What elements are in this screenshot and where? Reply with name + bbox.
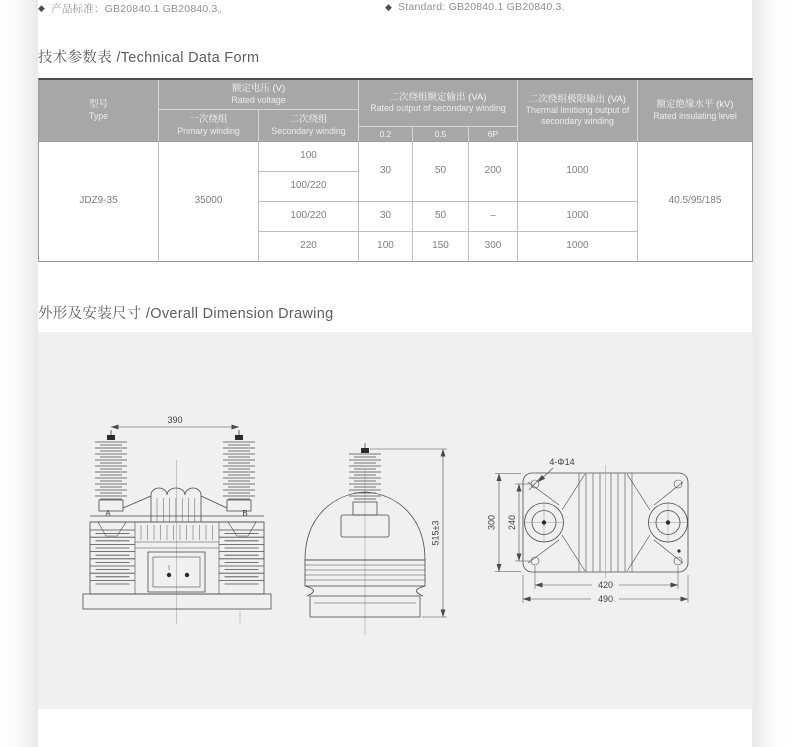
cell-model: JDZ9-35 <box>39 142 159 261</box>
header-type-zh: 型号 <box>88 99 108 111</box>
header-primary-winding <box>159 110 259 142</box>
cell-thermal-row3: 1000 <box>518 202 638 232</box>
cell-output02-row12: 30 <box>359 142 413 202</box>
diamond-bullet-icon: ◆ <box>385 1 393 12</box>
header-primary-zh: 一次绕组 <box>189 114 228 126</box>
front-width-dimension: 390 <box>167 415 183 425</box>
cell-output6p-row3: – <box>469 202 518 232</box>
header-insulation-level <box>638 80 752 142</box>
top-view-drawing <box>486 457 688 604</box>
dimension-drawing-svg <box>38 332 753 709</box>
cell-output05-row4: 150 <box>413 232 469 261</box>
cell-thermal-row12: 1000 <box>518 142 638 202</box>
top-hole-callout: 4-Φ14 <box>549 457 575 467</box>
header-rated-voltage-zh: 额定电压 (V) <box>231 83 286 95</box>
standard-bullet <box>385 1 565 13</box>
product-standard-text: 产品标准：GB20840.1 GB20840.3。 <box>51 3 229 15</box>
cell-output05-row3: 50 <box>413 202 469 232</box>
header-insulation-zh: 额定绝缘水平 (kV) <box>656 99 734 111</box>
cell-thermal-row4: 1000 <box>518 232 638 261</box>
top-height-inner-dimension: 240 <box>506 514 517 531</box>
cell-secondary-row2: 100/220 <box>259 172 359 202</box>
cell-secondary-row1: 100 <box>259 142 359 172</box>
header-secondary-en: Secondary winding <box>271 125 346 136</box>
cell-insulation-level: 40.5/95/185 <box>638 142 752 261</box>
technical-data-form-title: 技术参数表 /Technical Data Form <box>38 50 260 66</box>
page-edge-shade-left <box>0 0 38 747</box>
top-width-outer-dimension: 490 <box>597 594 614 604</box>
side-height-dimension: 515±3 <box>430 520 441 546</box>
top-width-inner-dimension: 420 <box>597 580 614 590</box>
side-view-drawing <box>305 443 447 635</box>
front-terminal-b-label: B <box>242 509 248 518</box>
header-thermal-limit <box>518 80 638 142</box>
header-thermal-en: Thermal limitiong output of secondary winding <box>525 105 630 127</box>
header-type <box>39 80 159 142</box>
header-thermal-zh: 二次绕组极限输出 (VA) <box>529 93 626 105</box>
header-type-en: Type <box>88 110 109 121</box>
technical-data-table <box>38 78 753 262</box>
standard-text: Standard: GB20840.1 GB20840.3. <box>398 1 565 13</box>
cell-output05-row12: 50 <box>413 142 469 202</box>
cell-secondary-row4: 220 <box>259 232 359 261</box>
page-edge-shade-right <box>752 0 790 747</box>
header-secondary-winding <box>259 110 359 142</box>
cell-output6p-row12: 200 <box>469 142 518 202</box>
header-class-6p: 6P <box>469 127 518 142</box>
header-rated-output-en: Rated output of secondary winding <box>370 103 506 114</box>
dimension-drawing-panel <box>38 332 753 709</box>
header-rated-output-group <box>359 80 518 127</box>
header-rated-voltage-en: Rated voltage <box>231 94 286 105</box>
cell-output02-row4: 100 <box>359 232 413 261</box>
cell-secondary-row3: 100/220 <box>259 202 359 232</box>
header-class-05: 0.5 <box>413 127 469 142</box>
cell-primary-voltage: 35000 <box>159 142 259 261</box>
header-secondary-zh: 二次绕组 <box>289 114 328 126</box>
front-terminal-a-label: A <box>105 509 111 518</box>
header-class-02: 0.2 <box>359 127 413 142</box>
header-rated-output-zh: 二次绕组额定输出 (VA) <box>389 91 487 103</box>
product-standard-bullet <box>38 1 228 16</box>
front-view-drawing <box>83 415 271 624</box>
diamond-bullet-icon: ◆ <box>38 3 46 13</box>
header-primary-en: Primary winding <box>177 125 240 136</box>
cell-output02-row3: 30 <box>359 202 413 232</box>
header-rated-voltage-group <box>159 80 359 110</box>
cell-output6p-row4: 300 <box>469 232 518 261</box>
top-height-outer-dimension: 300 <box>486 514 497 531</box>
header-insulation-en: Rated insulating level <box>653 110 737 121</box>
dimension-drawing-title: 外形及安装尺寸 /Overall Dimension Drawing <box>38 306 334 322</box>
